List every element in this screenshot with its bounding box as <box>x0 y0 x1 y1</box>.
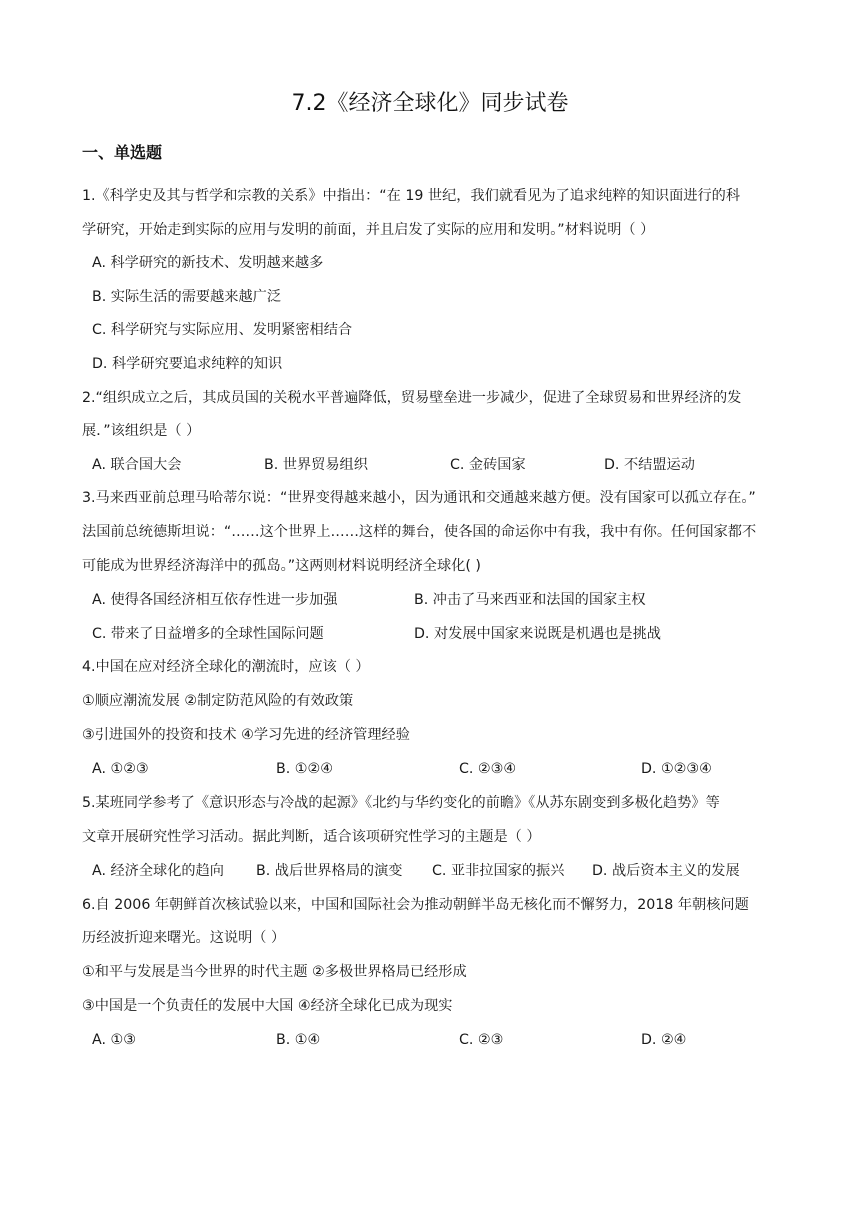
question-6-text-line-1: 6.自 2006 年朝鲜首次核试验以来，中国和国际社会为推动朝鲜半岛无核化而不懈努力，2018 年朝核问题 <box>82 897 749 913</box>
question-1-text-line-2: 学研究，开始走到实际的应用与发明的前面，并且启发了实际的应用和发明。”材料说明（ ） <box>82 222 655 238</box>
question-6-statement-line-2: ③中国是一个负责任的发展中大国 ④经济全球化已成为现实 <box>82 998 453 1014</box>
question-3-option-c: C. 带来了日益增多的全球性国际问题 <box>92 626 324 642</box>
question-3-text-line-3: 可能成为世界经济海洋中的孤岛。”这两则材料说明经济全球化( ) <box>82 558 481 574</box>
question-5-option-c: C. 亚非拉国家的振兴 <box>432 863 565 879</box>
page-title: 7.2《经济全球化》同步试卷 <box>291 91 569 116</box>
question-2-text-line-1: 2.“组织成立之后，其成员国的关税水平普遍降低，贸易壁垒进一步减少，促进了全球贸易和世界经济的发 <box>82 390 742 406</box>
question-1-option-d: D. 科学研究要追求纯粹的知识 <box>92 356 283 372</box>
question-5-text-line-1: 5.某班同学参考了《意识形态与冷战的起源》《北约与华约变化的前瞻》《从苏东剧变到多极化趋势》等 <box>82 795 720 811</box>
question-4-text-line-1: 4.中国在应对经济全球化的潮流时，应该（ ） <box>82 659 370 675</box>
question-2-text-line-2: 展．”该组织是（ ） <box>82 423 201 439</box>
question-5-option-a: A. 经济全球化的趋向 <box>92 863 224 879</box>
question-4-option-d: D. ①②③④ <box>641 761 712 777</box>
question-5-option-b: B. 战后世界格局的演变 <box>256 863 403 879</box>
section-heading: 一、单选题 <box>82 143 163 162</box>
question-5-text-line-2: 文章开展研究性学习活动。据此判断，适合该项研究性学习的主题是（ ） <box>82 829 541 845</box>
question-4-statement-line-1: ①顺应潮流发展 ②制定防范风险的有效政策 <box>82 693 354 709</box>
question-2-option-a: A. 联合国大会 <box>92 457 182 473</box>
question-6-option-c: C. ②③ <box>459 1032 504 1048</box>
question-1-text-line-1: 1.《科学史及其与哲学和宗教的关系》中指出：“在 19 世纪，我们就看见为了追求纯粹的知识面进行的科 <box>82 188 741 204</box>
question-6-text-line-2: 历经波折迎来曙光。这说明（ ） <box>82 930 286 946</box>
question-2-option-b: B. 世界贸易组织 <box>264 457 368 473</box>
question-1-option-b: B. 实际生活的需要越来越广泛 <box>92 289 282 305</box>
question-5-option-d: D. 战后资本主义的发展 <box>592 863 740 879</box>
question-6-option-a: A. ①③ <box>92 1032 136 1048</box>
question-4-statement-line-2: ③引进国外的投资和技术 ④学习先进的经济管理经验 <box>82 727 410 743</box>
question-6-option-b: B. ①④ <box>276 1032 321 1048</box>
question-6-option-d: D. ②④ <box>641 1032 687 1048</box>
question-4-option-a: A. ①②③ <box>92 761 149 777</box>
question-6-statement-line-1: ①和平与发展是当今世界的时代主题 ②多极世界格局已经形成 <box>82 964 467 980</box>
question-3-option-b: B. 冲击了马来西亚和法国的国家主权 <box>414 592 646 608</box>
question-3-text-line-2: 法国前总统德斯坦说：“……这个世界上……这样的舞台，使各国的命运你中有我，我中有你。任何国家都不 <box>82 524 757 540</box>
question-4-option-c: C. ②③④ <box>459 761 517 777</box>
question-3-text-line-1: 3.马来西亚前总理马哈蒂尔说：“世界变得越来越小，因为通讯和交通越来越方便。没有国家可以孤立存在。” <box>82 490 756 506</box>
question-2-option-d: D. 不结盟运动 <box>604 457 695 473</box>
question-1-option-a: A. 科学研究的新技术、发明越来越多 <box>92 255 324 271</box>
question-3-option-d: D. 对发展中国家来说既是机遇也是挑战 <box>414 626 661 642</box>
question-3-option-a: A. 使得各国经济相互依存性进一步加强 <box>92 592 338 608</box>
question-4-option-b: B. ①②④ <box>276 761 333 777</box>
question-1-option-c: C. 科学研究与实际应用、发明紧密相结合 <box>92 322 353 338</box>
question-2-option-c: C. 金砖国家 <box>450 457 526 473</box>
